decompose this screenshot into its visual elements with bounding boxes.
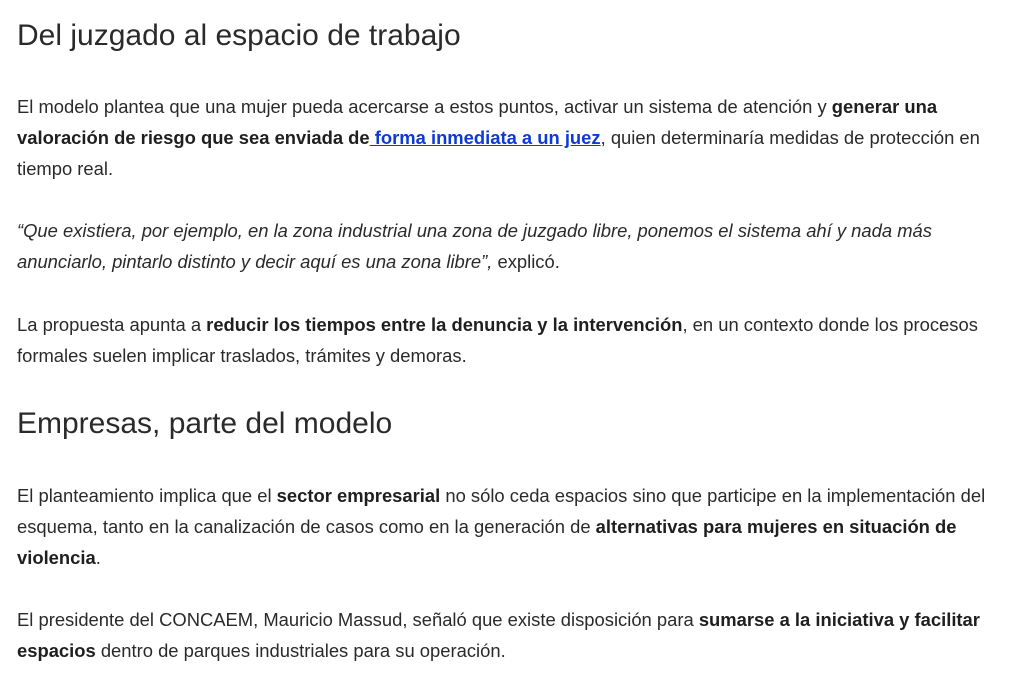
paragraph-text: El modelo plantea que una mujer pueda acercarse a estos puntos, activar un sistema de atención y: [17, 96, 832, 117]
bold-text: sumarse a la iniciativa y facilitar espacios: [17, 609, 980, 661]
paragraph-modelo: [17, 91, 1012, 184]
paragraph-text: La propuesta apunta a: [17, 314, 207, 335]
paragraph-presidente: [17, 604, 1012, 666]
paragraph-text: .: [95, 547, 101, 568]
bold-text: reducir los tiempos entre la denuncia y la intervención: [206, 314, 683, 335]
quote-text: “Que existiera, por ejemplo, en la zona industrial una zona de juzgado libre, ponemos el sistema ahí y nada más anunciarlo, pintarlo distinto y decir aquí es una zona libre”,: [17, 220, 932, 272]
paragraph-text: , en un contexto donde los procesos formales suelen implicar traslados, trámites y demoras.: [17, 314, 978, 366]
paragraph-propuesta: [17, 309, 1012, 371]
paragraph-text: no sólo ceda espacios sino que participe en la implementación del esquema, tanto en la canalización de casos como en la generación de: [17, 485, 986, 537]
paragraph-text: El presidente del CONCAEM, Mauricio Massud, señaló que existe disposición para: [17, 609, 699, 630]
bold-text: sector empresarial: [276, 485, 441, 506]
paragraph-planteamiento: [17, 480, 1012, 573]
section-heading-empresas: Empresas, parte del modelo: [17, 407, 393, 440]
paragraph-text: El planteamiento implica que el: [17, 485, 277, 506]
section-heading-juzgado: Del juzgado al espacio de trabajo: [17, 19, 461, 52]
paragraph-text: explicó.: [492, 251, 560, 272]
bold-text: generar una valoración de riesgo que sea enviada de: [17, 96, 938, 148]
link-forma-inmediata[interactable]: forma inmediata a un juez: [369, 127, 601, 148]
paragraph-text: , quien determinaría medidas de protección en tiempo real.: [17, 127, 980, 179]
bold-text: alternativas para mujeres en situación de violencia: [17, 516, 957, 568]
paragraph-text: dentro de parques industriales para su operación.: [95, 640, 506, 661]
paragraph-quote: [17, 215, 1012, 277]
